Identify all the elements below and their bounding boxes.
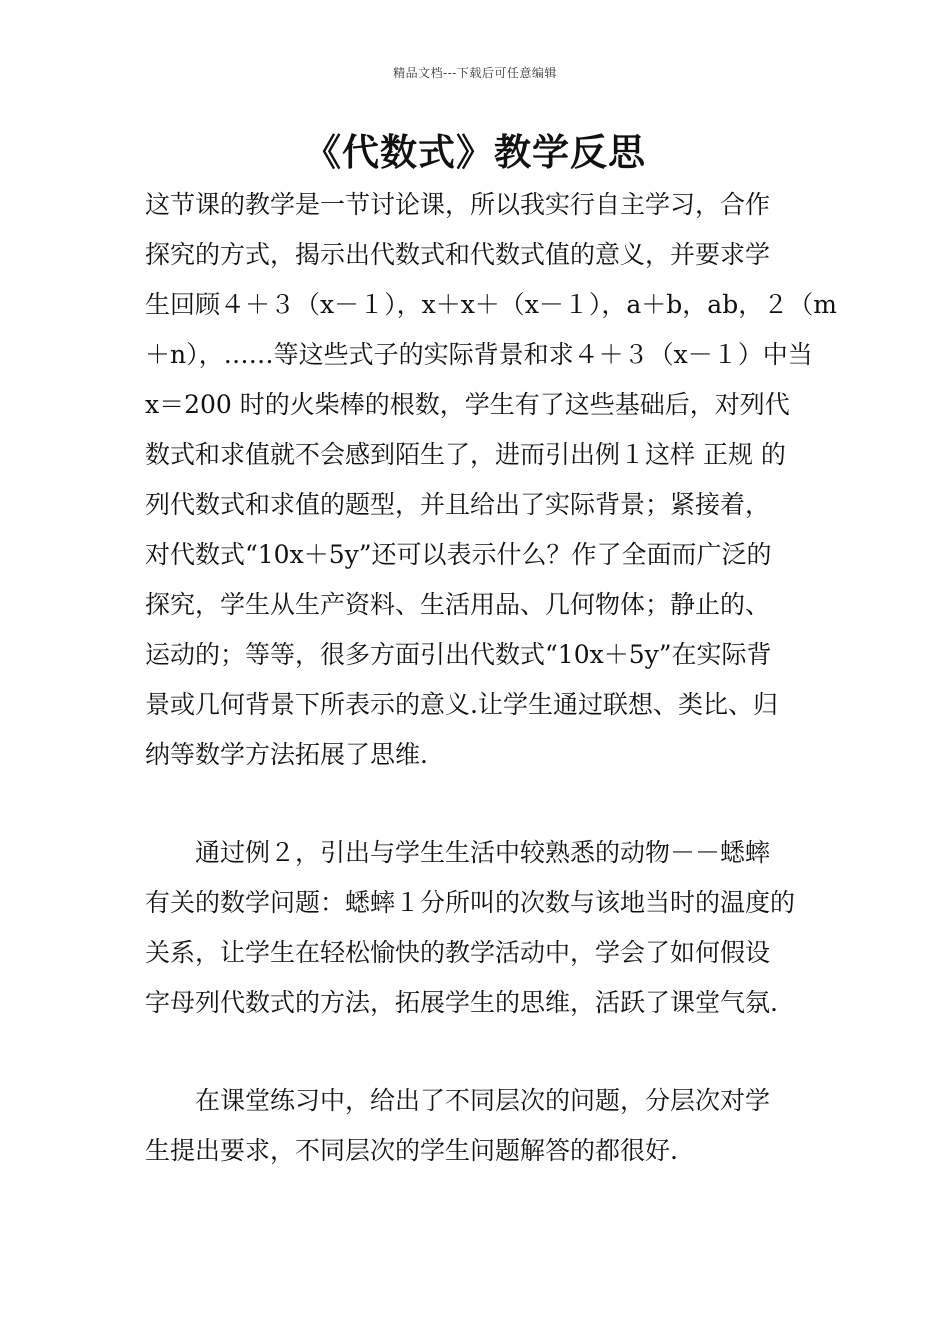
paragraph-line: 数式和求值就不会感到陌生了，进而引出例１这样 正规 的 xyxy=(145,440,786,469)
paragraph-line: 对代数式“10x＋5y”还可以表示什么？作了全面而广泛的 xyxy=(145,540,772,569)
paragraph-line: 列代数式和求值的题型，并且给出了实际背景；紧接着， xyxy=(145,490,771,519)
paragraph-line: 景或几何背景下所表示的意义.让学生通过联想、类比、归 xyxy=(145,690,778,719)
paragraph-gap xyxy=(145,1028,807,1076)
document-header: 精品文档---下载后可任意编辑 xyxy=(393,66,557,80)
paragraph-line: 探究的方式，揭示出代数式和代数式值的意义，并要求学 xyxy=(145,240,771,269)
paragraph-line: 通过例２，引出与学生生活中较熟悉的动物－－蟋蟀 xyxy=(145,838,771,867)
document-title: 《代数式》教学反思 xyxy=(304,131,646,174)
paragraph-line: 纳等数学方法拓展了思维. xyxy=(145,740,428,769)
paragraph-2 xyxy=(145,828,807,1028)
document-body xyxy=(145,180,837,1176)
paragraph-3 xyxy=(145,1076,807,1176)
paragraph-gap xyxy=(145,780,807,828)
paragraph-line: 探究，学生从生产资料、生活用品、几何物体；静止的、 xyxy=(145,590,771,619)
paragraph-line: 关系，让学生在轻松愉快的教学活动中，学会了如何假设 xyxy=(145,938,771,967)
paragraph-line: 这节课的教学是一节讨论课，所以我实行自主学习，合作 xyxy=(145,190,771,219)
paragraph-line: 有关的数学问题：蟋蟀１分所叫的次数与该地当时的温度的 xyxy=(145,888,796,917)
paragraph-line: 在课堂练习中，给出了不同层次的问题，分层次对学 xyxy=(145,1086,771,1115)
paragraph-line: x＝200 时的火柴棒的根数，学生有了这些基础后，对列代 xyxy=(145,390,790,419)
paragraph-line: 生回顾４＋３（x－１），x＋x＋（x－１），a＋b，ab，２（m xyxy=(145,290,837,319)
paragraph-line: 字母列代数式的方法，拓展学生的思维，活跃了课堂气氛. xyxy=(145,988,778,1017)
paragraph-line: 生提出要求，不同层次的学生问题解答的都很好. xyxy=(145,1136,678,1165)
paragraph-1 xyxy=(145,180,837,780)
paragraph-line: ＋n），……等这些式子的实际背景和求４＋３（x－１）中当 xyxy=(145,340,813,369)
paragraph-line: 运动的；等等，很多方面引出代数式“10x＋5y”在实际背 xyxy=(145,640,772,669)
